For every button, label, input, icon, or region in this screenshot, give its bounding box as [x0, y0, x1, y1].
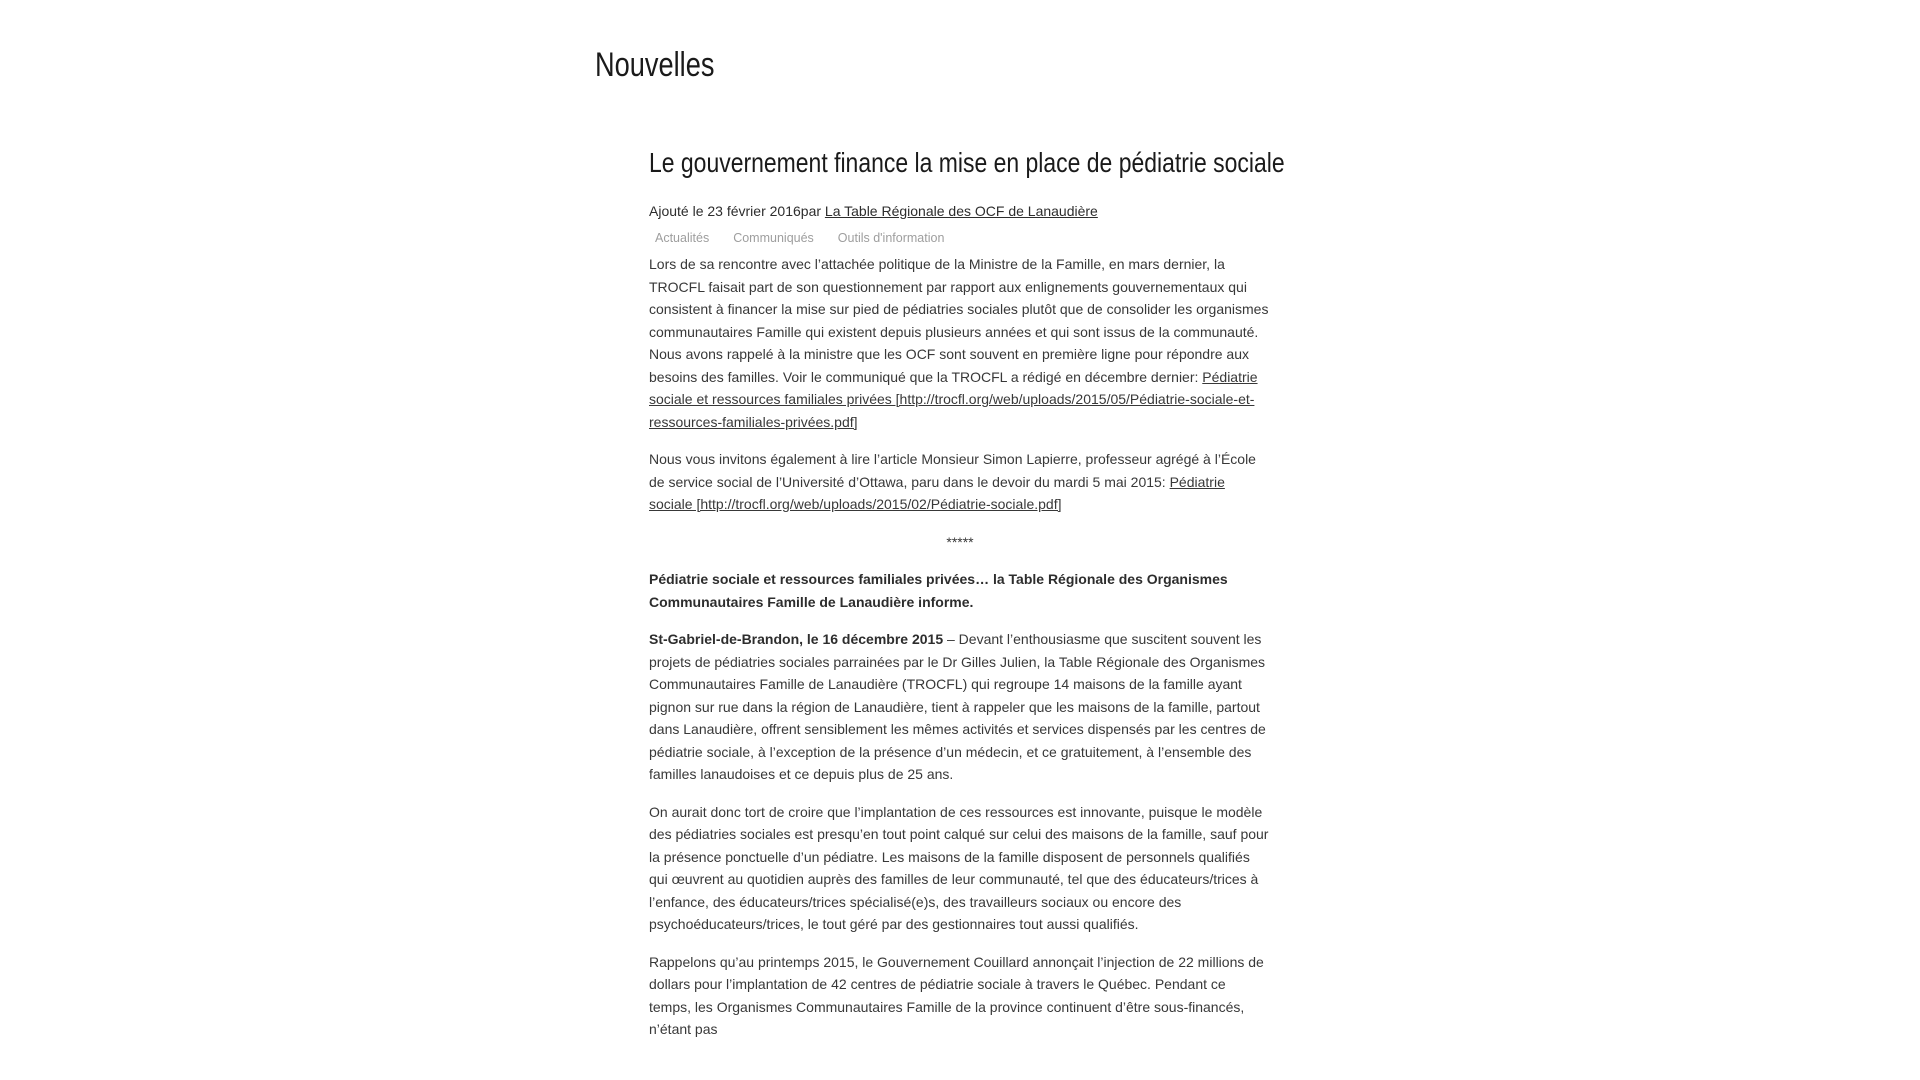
bold-text: St-Gabriel-de-Brandon, le 16 décembre 2015 [649, 631, 944, 647]
body-text: ***** [946, 533, 974, 550]
paragraph [649, 448, 1271, 516]
paragraph [649, 253, 1271, 433]
meta-added-label: Ajouté le [649, 203, 704, 219]
paragraph [649, 568, 1271, 613]
content-container [595, 0, 1325, 1041]
body-text: Lors de sa rencontre avec l’attachée politique de la Ministre de la Famille, en mars dernier, la TROCFL faisait part de son questionnement par rapport aux enlignements gouvernementaux qui consistent à financer la mise sur pied de pédiatries sociales plutôt que de consolider les organismes communautaires Famille qui existent depuis plusieurs années et qui sont issus de la communauté. Nous avons rappelé à la ministre que les OCF sont souvent en première ligne pour répondre aux besoins des familles. Voir le communiqué que la TROCFL a rédigé en décembre dernier: [649, 256, 1269, 385]
tag-actualit-s[interactable]: Actualités [655, 231, 710, 245]
paragraph [649, 628, 1271, 786]
body-text: On aurait donc tort de croire que l’implantation de ces ressources est innovante, puisque le modèle des pédiatries sociales est presqu’en tout point calqué sur celui des maisons de la famille, sauf pour la présence ponctuelle d’un pédiatre. Les maisons de la famille disposent de personnels qualifiés qui œuvrent au quotidien auprès des familles de leur communauté, tel que des éducateurs/trices à l’enfance, des éducateurs/trices spécialisé(e)s, des travailleurs sociaux ou encore des psychoéducateurs/trices, le tout géré par des gestionnaires tout aussi qualifiés. [649, 803, 1269, 932]
tag-list [649, 231, 1271, 246]
meta-date: 23 février 2016 [707, 203, 801, 219]
body-text: – Devant l’enthousiasme que suscitent souvent les projets de pédiatries sociales parrainées par le Dr Gilles Julien, la Table Régionale des Organismes Communautaires Famille de Lanaudière (TROCFL) qui regroupe 14 maisons de la famille ayant pignon sur rue dans la région de Lanaudière, tient à rappeler que les maisons de la famille, partout dans Lanaudière, offrent sensiblement les mêmes activités et services dispensés par les centres de pédiatrie sociale, à l’exception de la présence d’un médecin, et ce gratuitement, à l’ensemble des familles lanaudoises et ce depuis plus de 25 ans. [649, 631, 1266, 782]
article-body [649, 253, 1271, 1041]
body-link[interactable]: Pédiatrie sociale et ressources familiales privées [http://trocfl.org/web/uploads/2015/05/Pédiatrie-sociale-et-ressources-familiales-privées.pdf] [649, 368, 1258, 430]
article-meta [649, 202, 1271, 220]
meta-by-label: par [800, 203, 822, 219]
paragraph [649, 531, 1271, 554]
body-text: Nous vous invitons également à lire l’article Monsieur Simon Lapierre, professeur agrégé à l’École de service social de l’Université d’Ottawa, paru dans le devoir du mardi 5 mai 2015: [649, 451, 1256, 490]
article [649, 143, 1285, 1041]
bold-text: Pédiatrie sociale et ressources familiales privées… la Table Régionale des Organismes Communautaires Famille de Lanaudière informe. [649, 571, 1228, 610]
body-link[interactable]: Pédiatrie sociale [http://trocfl.org/web/uploads/2015/02/Pédiatrie-sociale.pdf] [649, 473, 1225, 512]
body-text: Rappelons qu’au printemps 2015, le Gouvernement Couillard annonçait l’injection de 22 millions de dollars pour l’implantation de 42 centres de pédiatrie sociale à travers le Québec. Pendant ce temps, les Organismes Communautaires Famille de la province continuent d’être sous-financés, n’étant pas [649, 953, 1264, 1037]
tag-outils-d-information[interactable]: Outils d'information [837, 231, 945, 245]
page-title: Nouvelles [595, 46, 715, 84]
paragraph [649, 951, 1271, 1041]
article-title: Le gouvernement finance la mise en place de pédiatrie sociale [649, 147, 1285, 178]
tag-communiqu-s[interactable]: Communiqués [733, 231, 814, 245]
paragraph [649, 801, 1271, 936]
author-link[interactable]: La Table Régionale des OCF de Lanaudière [824, 203, 1098, 219]
